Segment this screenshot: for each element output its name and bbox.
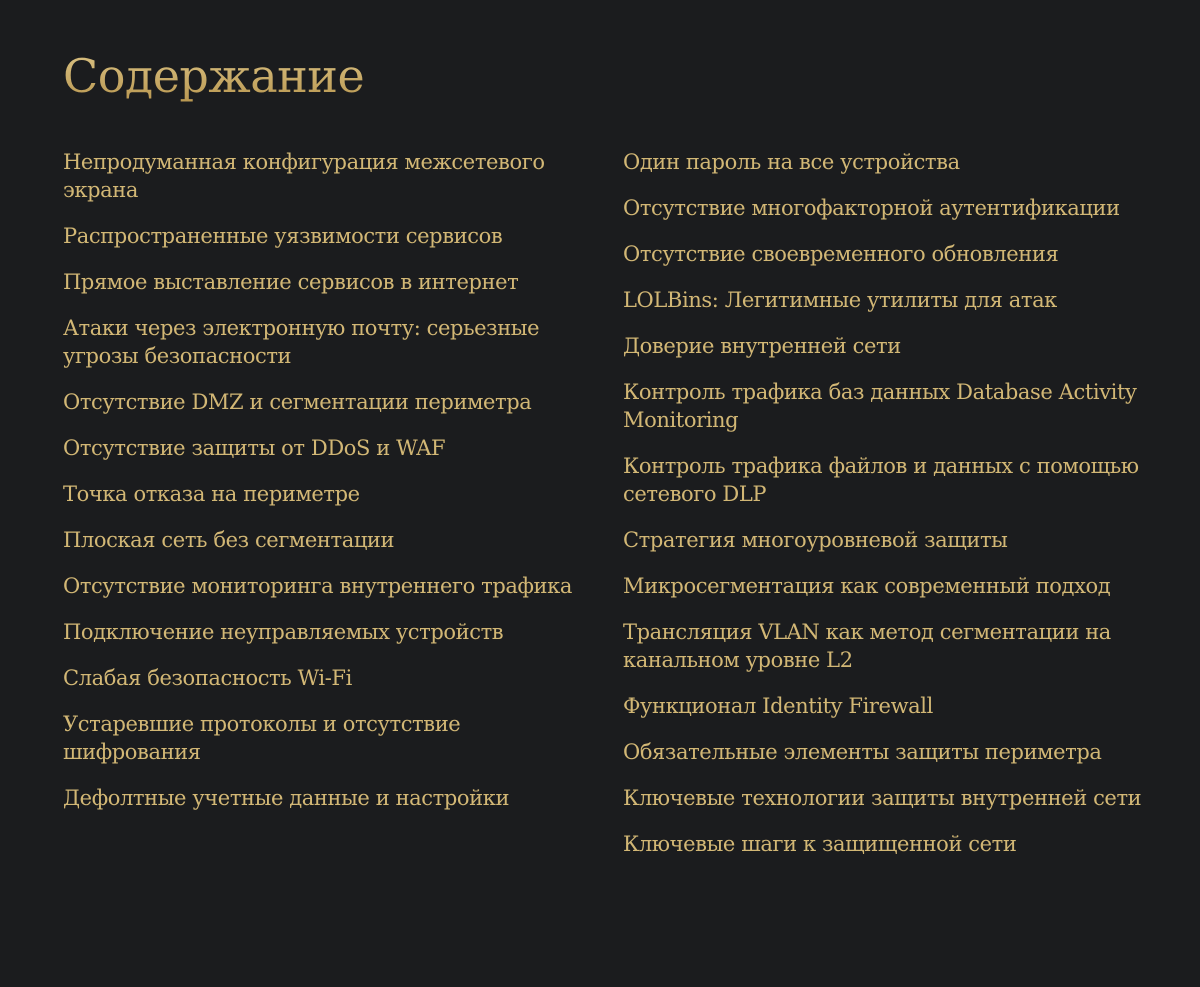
page-title: Содержание [63, 48, 1200, 104]
toc-item[interactable] [623, 526, 1143, 554]
toc-item[interactable] [623, 830, 1143, 858]
toc-item-label: Доверие внутренней сети [623, 334, 901, 358]
toc-item-label: Контроль трафика баз данных Database Activity Monitoring [623, 380, 1137, 432]
toc-item[interactable] [623, 692, 1143, 720]
toc-item[interactable] [63, 268, 583, 296]
toc-item-label: Точка отказа на периметре [63, 482, 360, 506]
toc-item-label: Атаки через электронную почту: серьезные угрозы безопасности [63, 316, 540, 368]
toc-item[interactable] [63, 148, 583, 204]
toc-item-label: Отсутствие защиты от DDoS и WAF [63, 436, 446, 460]
toc-item[interactable] [63, 572, 583, 600]
toc-item[interactable] [63, 314, 583, 370]
toc-item-label: Ключевые технологии защиты внутренней сети [623, 786, 1142, 810]
toc-item-label: Отсутствие своевременного обновления [623, 242, 1059, 266]
toc-item[interactable] [623, 378, 1143, 434]
toc-item-label: Трансляция VLAN как метод сегментации на канальном уровне L2 [623, 620, 1111, 672]
toc-item[interactable] [623, 572, 1143, 600]
toc-item[interactable] [623, 286, 1143, 314]
toc-item-label: Прямое выставление сервисов в интернет [63, 270, 519, 294]
toc-item-label: Отсутствие мониторинга внутреннего трафика [63, 574, 573, 598]
toc-item-label: Один пароль на все устройства [623, 150, 960, 174]
toc-column-right [623, 148, 1143, 876]
toc-item-label: Функционал Identity Firewall [623, 694, 933, 718]
toc-item[interactable] [623, 148, 1143, 176]
toc-item[interactable] [623, 618, 1143, 674]
toc-item[interactable] [63, 664, 583, 692]
toc-item[interactable] [623, 332, 1143, 360]
toc-item-label: Стратегия многоуровневой защиты [623, 528, 1008, 552]
toc-item-label: Распространенные уязвимости сервисов [63, 224, 503, 248]
toc-item-label: Микросегментация как современный подход [623, 574, 1111, 598]
toc-column-left [63, 148, 583, 876]
toc-columns [63, 148, 1143, 876]
toc-item[interactable] [623, 240, 1143, 268]
toc-item[interactable] [63, 710, 583, 766]
toc-item[interactable] [63, 434, 583, 462]
toc-item[interactable] [63, 388, 583, 416]
toc-item[interactable] [63, 618, 583, 646]
toc-item-label: Ключевые шаги к защищенной сети [623, 832, 1017, 856]
toc-item-label: LOLBins: Легитимные утилиты для атак [623, 288, 1057, 312]
toc-item[interactable] [623, 194, 1143, 222]
toc-item[interactable] [63, 526, 583, 554]
toc-item[interactable] [63, 480, 583, 508]
toc-item-label: Слабая безопасность Wi-Fi [63, 666, 352, 690]
toc-item-label: Плоская сеть без сегментации [63, 528, 395, 552]
toc-item-label: Непродуманная конфигурация межсетевого экрана [63, 150, 545, 202]
toc-item-label: Отсутствие многофакторной аутентификации [623, 196, 1120, 220]
toc-item-label: Отсутствие DMZ и сегментации периметра [63, 390, 532, 414]
toc-item-label: Обязательные элементы защиты периметра [623, 740, 1102, 764]
toc-item[interactable] [63, 784, 583, 812]
toc-item[interactable] [63, 222, 583, 250]
toc-item[interactable] [623, 452, 1143, 508]
toc-item-label: Контроль трафика файлов и данных с помощью сетевого DLP [623, 454, 1139, 506]
toc-item-label: Дефолтные учетные данные и настройки [63, 786, 510, 810]
toc-item[interactable] [623, 738, 1143, 766]
toc-item[interactable] [623, 784, 1143, 812]
toc-item-label: Устаревшие протоколы и отсутствие шифрования [63, 712, 461, 764]
toc-item-label: Подключение неуправляемых устройств [63, 620, 504, 644]
